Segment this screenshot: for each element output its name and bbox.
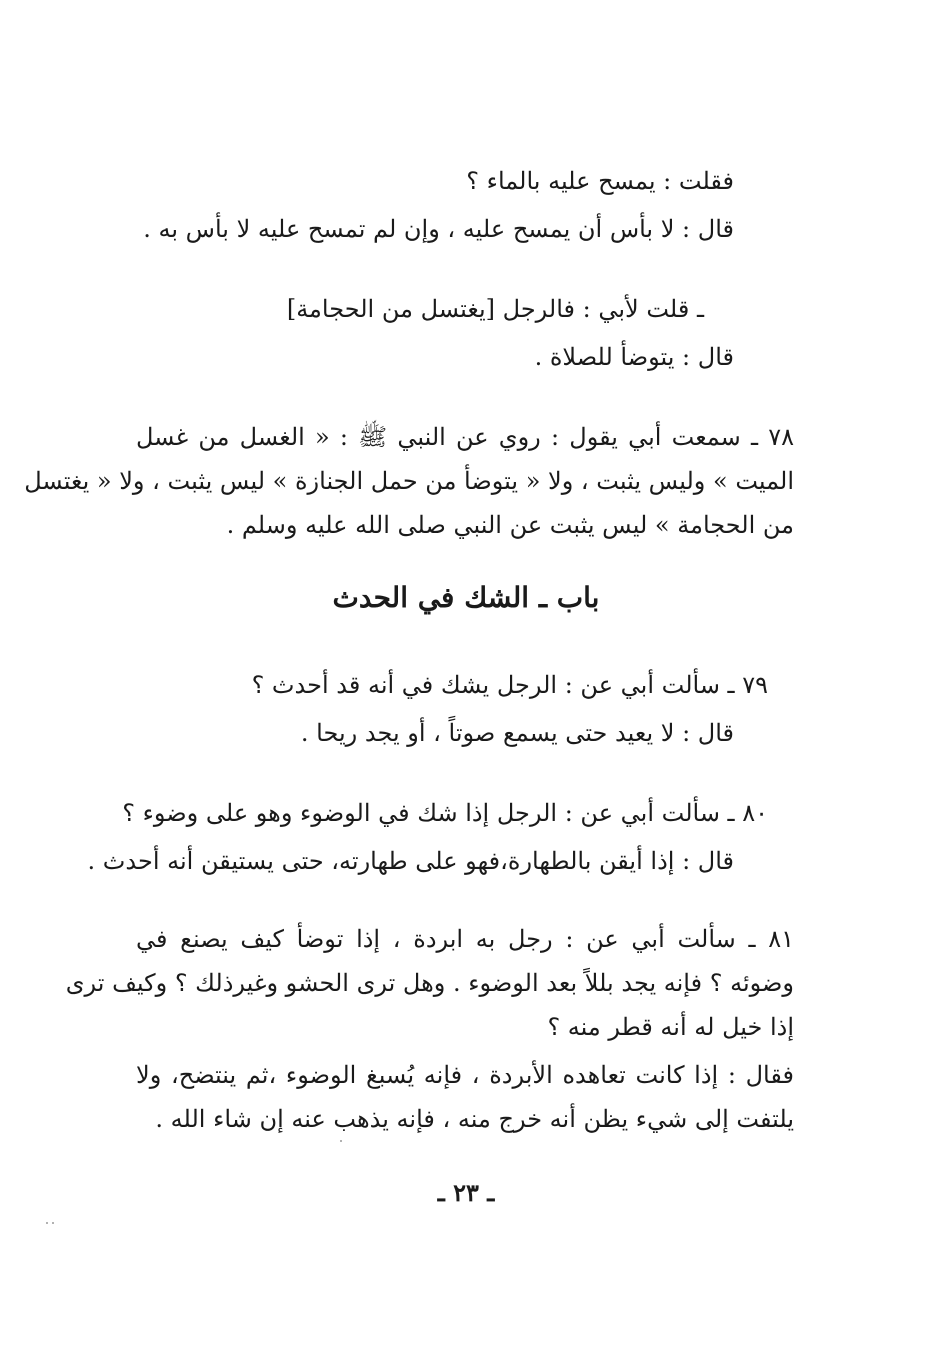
text-line: قال : لا يعيد حتى يسمع صوتاً ، أو يجد ريحا . bbox=[300, 719, 734, 747]
text-line: من الحجامة » ليس يثبت عن النبي صلى الله عليه وسلم . bbox=[226, 511, 794, 539]
text-line: قال : إذا أيقن بالطهارة،فهو على طهارته، حتى يستيقن أنه أحدث . bbox=[87, 847, 734, 875]
text-line: قال : لا بأس أن يمسح عليه ، وإن لم تمسح عليه لا بأس به . bbox=[143, 215, 734, 243]
text-line: إذا خيل له أنه قطر منه ؟ bbox=[547, 1013, 794, 1041]
text-line: فقلت : يمسح عليه بالماء ؟ bbox=[466, 167, 734, 195]
text-line: ٧٨ ـ سمعت أبي يقول : روي عن النبي ﷺ : « الغسل من غسل bbox=[136, 423, 794, 451]
text-line: فقال : إذا كانت تعاهده الأبردة ، فإنه يُسبغ الوضوء ،ثم ينتضح، ولا bbox=[136, 1061, 794, 1089]
scan-speck bbox=[340, 1140, 342, 1142]
text-line: يلتفت إلى شيء يظن أنه خرج منه ، فإنه يذهب عنه إن شاء الله . bbox=[155, 1105, 794, 1133]
text-line: الميت » وليس يثبت ، ولا « يتوضأ من حمل الجنازة » ليس يثبت ، ولا « يغتسل bbox=[24, 467, 794, 495]
text-line: وضوئه ؟ فإنه يجد بللاً بعد الوضوء . وهل ترى الحشو وغيرذلك ؟ وكيف ترى bbox=[65, 969, 794, 997]
text-line: ٧٩ ـ سألت أبي عن : الرجل يشك في أنه قد أحدث ؟ bbox=[251, 671, 768, 699]
page-number: ـ ٢٣ ـ bbox=[437, 1178, 495, 1207]
text-line: ـ قلت لأبي : فالرجل [يغتسل من الحجامة] bbox=[286, 295, 704, 323]
text-line: ٨٠ ـ سألت أبي عن : الرجل إذا شك في الوضوء وهو على وضوء ؟ bbox=[122, 799, 768, 827]
scan-speck bbox=[52, 1222, 54, 1224]
scan-speck bbox=[46, 1222, 48, 1224]
text-line: قال : يتوضأ للصلاة . bbox=[534, 343, 734, 371]
section-heading: باب ـ الشك في الحدث bbox=[332, 581, 600, 614]
text-line: ٨١ ـ سألت أبي عن : رجل به ابردة ، إذا توضأ كيف يصنع في bbox=[136, 925, 794, 953]
